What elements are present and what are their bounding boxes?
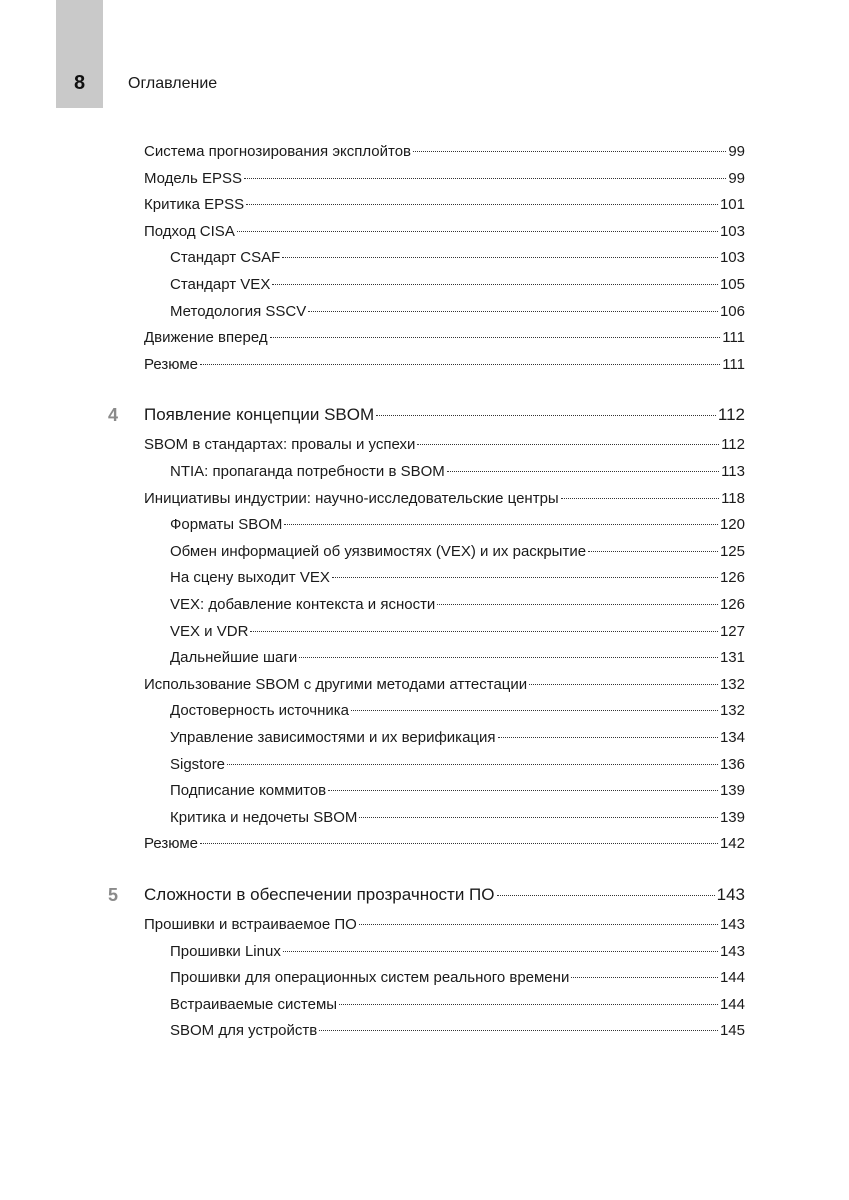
toc-entry-page: 127 xyxy=(719,622,745,640)
toc-entry-page: 143 xyxy=(716,885,745,904)
dot-leader xyxy=(376,415,716,416)
dot-leader xyxy=(339,1004,718,1005)
dot-leader xyxy=(498,737,718,738)
toc-entry-page: 103 xyxy=(719,222,745,240)
toc-entry-title: Стандарт CSAF xyxy=(170,249,281,267)
toc-entry-page: 103 xyxy=(719,249,745,267)
toc-entry[interactable] xyxy=(170,726,745,750)
toc-entry[interactable] xyxy=(170,699,745,723)
dot-leader xyxy=(283,951,718,952)
dot-leader xyxy=(351,710,718,711)
toc-entry-page: 144 xyxy=(719,995,745,1013)
toc-entry[interactable] xyxy=(144,832,745,856)
toc-entry[interactable] xyxy=(144,326,745,350)
toc-entry[interactable] xyxy=(170,779,745,803)
toc-entry-title: Обмен информацией об уязвимостях (VEX) и их раскрытие xyxy=(170,542,587,560)
toc-entry-title: Прошивки Linux xyxy=(170,942,281,960)
toc-entry-title: Управление зависимостями и их верификация xyxy=(170,729,496,746)
toc-entry-title: Появление концепции SBOM xyxy=(144,405,375,425)
toc-entry-page: 106 xyxy=(719,302,745,320)
dot-leader xyxy=(299,657,718,658)
dot-leader xyxy=(561,498,719,499)
dot-leader xyxy=(571,977,718,978)
toc-entry-page: 132 xyxy=(719,675,745,693)
toc-entry-title: Движение вперед xyxy=(144,329,268,347)
toc-entry[interactable] xyxy=(170,300,745,324)
dot-leader xyxy=(250,631,718,632)
toc-entry[interactable] xyxy=(170,753,745,777)
dot-leader xyxy=(437,604,718,605)
toc-entry[interactable] xyxy=(144,220,745,244)
toc-entry-title: Система прогнозирования эксплойтов xyxy=(144,143,412,160)
toc-entry-page: 134 xyxy=(719,729,745,746)
toc-entry[interactable] xyxy=(144,673,745,697)
toc-entry-title: Встраиваемые системы xyxy=(170,995,338,1013)
toc-entry-page: 139 xyxy=(719,808,745,826)
toc-entry-page: 143 xyxy=(719,942,745,960)
toc-entry-page: 142 xyxy=(719,835,745,853)
dot-leader xyxy=(284,524,718,525)
toc-entry-page: 143 xyxy=(719,916,745,933)
toc-entry-page: 120 xyxy=(719,516,745,534)
toc-entry-page: 131 xyxy=(719,649,745,667)
toc-chapter-entry[interactable] xyxy=(108,883,745,907)
dot-leader xyxy=(359,924,718,925)
toc-entry-title: SBOM в стандартах: провалы и успехи xyxy=(144,436,416,454)
toc-entry-page: 126 xyxy=(719,596,745,613)
toc-entry[interactable] xyxy=(170,806,745,830)
toc-entry-title: Модель EPSS xyxy=(144,169,243,187)
toc-entry-page: 112 xyxy=(721,436,745,454)
toc-entry[interactable] xyxy=(144,140,745,164)
toc-entry[interactable] xyxy=(144,487,745,511)
toc-entry-title: Использование SBOM с другими методами аттестации xyxy=(144,675,528,693)
toc-entry-title: Стандарт VEX xyxy=(170,276,271,293)
toc-entry[interactable] xyxy=(170,1019,745,1043)
toc-entry[interactable] xyxy=(170,646,745,670)
toc-entry-page: 144 xyxy=(719,969,745,987)
dot-leader xyxy=(227,764,718,765)
toc-entry[interactable] xyxy=(170,513,745,537)
toc-entry-page: 139 xyxy=(719,782,745,800)
dot-leader xyxy=(319,1030,718,1031)
dot-leader xyxy=(447,471,719,472)
toc-entry[interactable] xyxy=(170,460,745,484)
toc-entry-title: Инициативы индустрии: научно-исследовательские центры xyxy=(144,489,559,507)
toc-entry-page: 136 xyxy=(719,755,745,773)
toc-entry[interactable] xyxy=(170,566,745,590)
toc-entry[interactable] xyxy=(144,167,745,191)
toc-entry-page: 112 xyxy=(717,405,745,425)
toc-entry-title: SBOM для устройств xyxy=(170,1022,318,1040)
toc-entry-title: Прошивки для операционных систем реального времени xyxy=(170,969,570,987)
toc-entry-title: Подход CISA xyxy=(144,222,235,240)
chapter-number: 4 xyxy=(108,405,119,426)
dot-leader xyxy=(413,151,726,152)
toc-entry-title: VEX и VDR xyxy=(170,622,249,640)
toc-entry-title: NTIA: пропаганда потребности в SBOM xyxy=(170,463,445,480)
page-number: 8 xyxy=(73,72,86,94)
toc-entry[interactable] xyxy=(170,246,745,270)
chapter-number: 5 xyxy=(108,885,119,905)
toc-entry-page: 118 xyxy=(721,489,745,507)
dot-leader xyxy=(272,284,718,285)
toc-entry[interactable] xyxy=(144,913,745,937)
dot-leader xyxy=(328,790,718,791)
toc-entry-title: Резюме xyxy=(144,355,198,373)
toc-entry[interactable] xyxy=(144,353,745,377)
toc-entry-title: Достоверность источника xyxy=(170,702,349,720)
toc-entry[interactable] xyxy=(170,273,745,297)
toc-entry-page: 132 xyxy=(719,702,745,720)
toc-entry-title: Подписание коммитов xyxy=(170,782,327,800)
toc-entry[interactable] xyxy=(170,620,745,644)
toc-entry-title: Сложности в обеспечении прозрачности ПО xyxy=(144,885,495,904)
toc-entry-title: Методология SSCV xyxy=(170,302,307,320)
toc-entry-title: На сцену выходит VEX xyxy=(170,569,330,587)
dot-leader xyxy=(200,364,720,365)
toc-entry-page: 111 xyxy=(722,355,745,373)
toc-entry-page: 101 xyxy=(719,196,745,214)
dot-leader xyxy=(332,577,718,578)
toc-entry[interactable] xyxy=(170,593,745,617)
toc-entry[interactable] xyxy=(144,433,745,457)
toc-entry-title: Sigstore xyxy=(170,755,226,773)
toc-entry-title: Прошивки и встраиваемое ПО xyxy=(144,916,357,933)
toc-entry-title: Критика и недочеты SBOM xyxy=(170,808,358,826)
dot-leader xyxy=(200,843,718,844)
toc-entry[interactable] xyxy=(170,993,745,1017)
toc-entry-title: VEX: добавление контекста и ясности xyxy=(170,596,436,613)
dot-leader xyxy=(246,204,718,205)
dot-leader xyxy=(244,178,726,179)
toc-entry-title: Критика EPSS xyxy=(144,196,245,214)
toc-entry-page: 99 xyxy=(728,169,745,187)
toc-entry-title: Резюме xyxy=(144,835,198,853)
dot-leader xyxy=(308,311,718,312)
running-title: Оглавление xyxy=(128,75,218,92)
toc-entry[interactable] xyxy=(170,940,745,964)
dot-leader xyxy=(282,257,718,258)
toc-entry-title: Дальнейшие шаги xyxy=(170,649,298,667)
dot-leader xyxy=(529,684,718,685)
toc-entry-page: 125 xyxy=(719,542,745,560)
toc-entry-title: Форматы SBOM xyxy=(170,516,283,534)
dot-leader xyxy=(417,444,719,445)
dot-leader xyxy=(270,337,721,338)
toc-entry[interactable] xyxy=(144,193,745,217)
dot-leader xyxy=(237,231,718,232)
toc-entry-page: 113 xyxy=(721,463,745,480)
dot-leader xyxy=(359,817,718,818)
dot-leader xyxy=(497,895,715,896)
toc-entry[interactable] xyxy=(170,540,745,564)
toc-entry-page: 145 xyxy=(719,1022,745,1040)
toc-entry-page: 126 xyxy=(719,569,745,587)
toc-entry-page: 105 xyxy=(719,276,745,293)
dot-leader xyxy=(588,551,718,552)
toc-entry[interactable] xyxy=(170,966,745,990)
toc-entry-page: 111 xyxy=(722,329,745,347)
toc-entry-page: 99 xyxy=(728,143,745,160)
toc-chapter-entry[interactable] xyxy=(108,403,745,427)
